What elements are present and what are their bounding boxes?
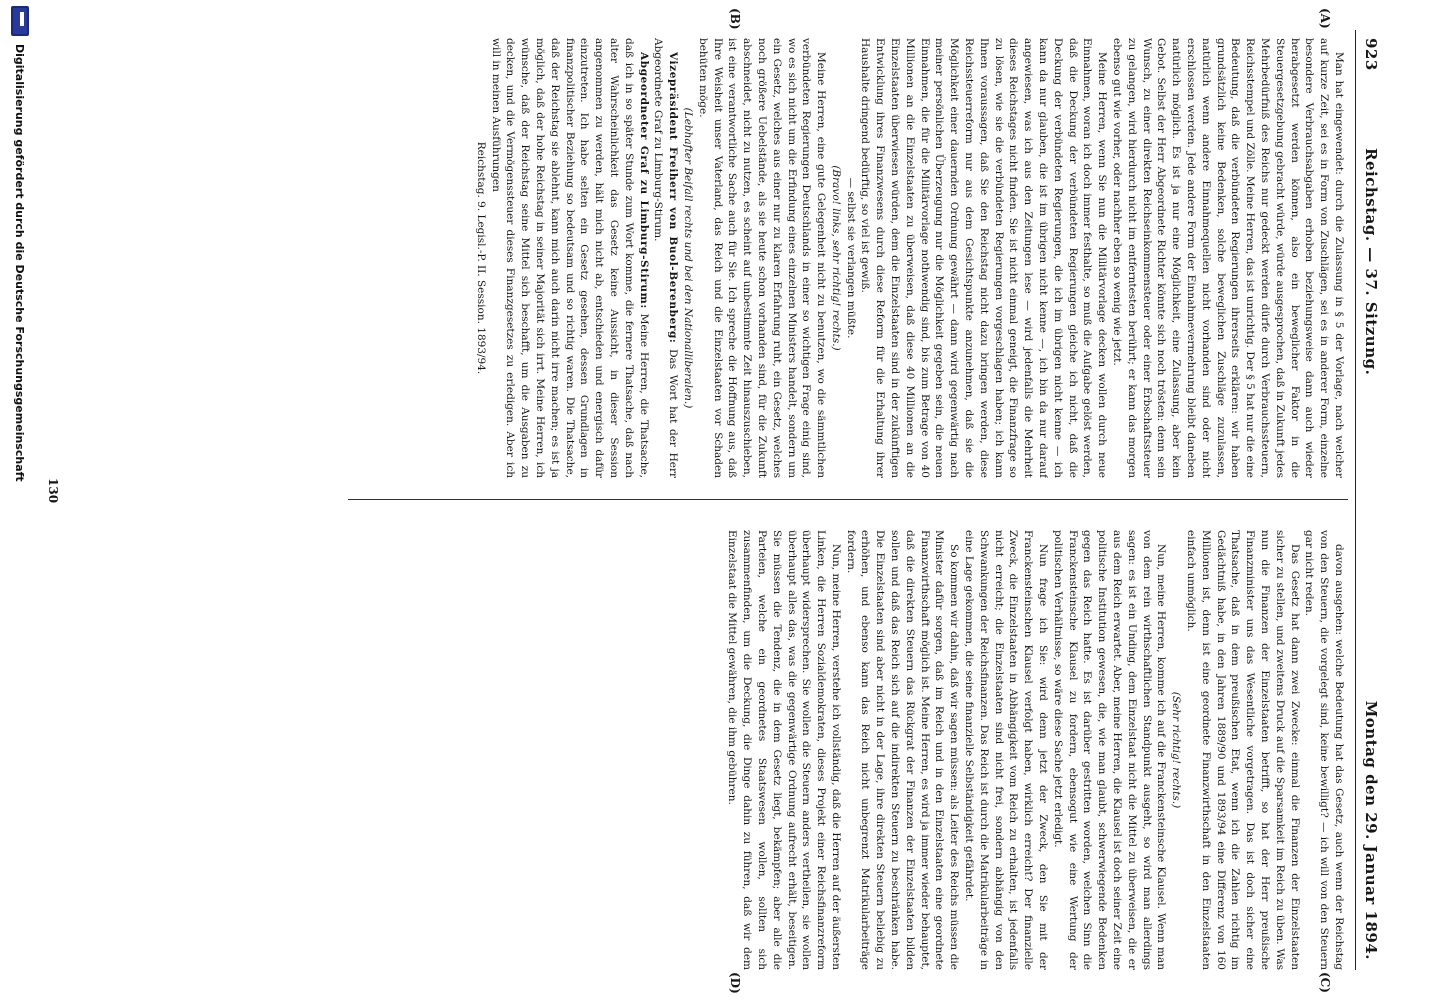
right-text-column	[76, 530, 1346, 970]
margin-letter-d: (D)	[728, 972, 742, 994]
speaker-name: Abgeordneter Graf zu Limburg-Stirum:	[637, 52, 650, 309]
paragraph: Das Gesetz hat dann zwei Zwecke: einmal die Finanzen der Einzelstaaten sicher zu stellen, und zweitens Druck auf die Sparsamkeit im Reich zu üben. Was nun die Finanzen der Einzelstaaten betrifft, so hat der Herr preußische Finanzminister uns das Wesentliche vorgetragen. Das ist doch sicher eine Thatsache, daß in dem preußischen Etat, wenn ich die Zahlen richtig im Gedächtniß habe, in den Jahren 1889/90 und 1893/94 eine Differenz von 160 Millionen ist, denn ist eine geordnete Finanzwirthschaft in den Einzelstaaten einfach unmöglich.	[1185, 530, 1301, 970]
paragraph: Nun frage ich Sie: wird denn jetzt der Zweck, den Sie mit der Franckensteinschen Klausel verfolgt haben, wirklich erreicht? Der finanzielle Zweck, die Einzelstaaten in Abhängigkeit vom Reich zu erhalten, ist jedenfalls nicht erreicht; die Einzelstaaten sind nicht frei, sondern abhängig von den Schwankungen der Reichsfinanzen. Das Reich ist durch die Matrikularbeiträge in eine Lage gekommen, die seine finanzielle Selbständigkeit gefährdet.	[963, 530, 1050, 970]
column-divider	[348, 499, 1348, 500]
page-number: 923	[1362, 38, 1380, 71]
paragraph: davon ausgehen: welche Bedeutung hat das Gesetz, auch wenn der Reichstag von den Steuern, die vorgelegt sind, keine bewilligt? — ich will von den Steuern gar nicht reden.	[1303, 530, 1345, 970]
speaker-statement	[488, 38, 651, 478]
applause-remark: (Lebhafter Beifall rechts und bei den Nationalliberalen.)	[681, 107, 694, 409]
statement-text: Meine Herren, die Thatsache, daß ich in so später Stunde zum Wort komme, die fernere Thatsache, daß nach alter Wahrscheinlichkeit das Gesetz keine Aussicht, in dieser Session angenommen zu werden, hält mich nicht ab, entschieden und energisch dafür einzutreten. Ich habe selten ein Gesetz gesehen, dessen Grundlagen in finanzpolitischer Beziehung so bedeutsam und so richtig waren. Die Thatsache, daß der Reichstag sie ablehnt, kann mich auch darin nicht irre machen; es ist ja möglich, daß der hohe Reichstag in seiner Majorität sich irrt. Meine Herren, ich wünsche, daß der Reichstag seine Mittel sich beschafft, um die Ausgaben zu decken, und die Vermögenssteuer dieses Finanzgesetzes zu erledigen. Aber ich will in meinen Ausführungen	[489, 38, 650, 478]
dfg-logo-icon	[11, 6, 29, 36]
paragraph: Meine Herren, wenn Sie nun die Militärvorlage decken wollen durch neue Einnahmen, woran ich doch immer festhalte, so muß die Aufgabe gelöst werden, daß die Deckung der verbündeten Regierungen gleiche ich nicht, daß die Deckung der verbündeten Regierungen, die ich im übrigen nicht kenne — ich kann da nur glauben, die ist im übrigen nicht kenne —, ich bin da nur darauf angewiesen, was ich aus den Zeitungen lese — wird jedenfalls die Mehrheit dieses Reichstages nicht finden. Sie ist nicht einmal geneigt, die Finanzfrage so zu lösen, wie sie die verbündeten Regierungen vorgeschlagen haben; ich kann Ihnen voraussagen, daß Sie den Reichstag nicht dazu bringen werden, diese Reichssteuerreform nur aus dem Gesichtspunkte anzunehmen, daß sie die Möglichkeit einer dauernden Ordnung gewährt — dann wird gegenwärtig nach meiner persönlichen Überzeugung nur die Möglichkeit gegeben sein, die neuen Einnahmen, die für die Militärvorlage nothwendig sind, bis zum Betrage von 40 Millionen an die Einzelstaaten zu überweisen, daß diese 40 Millionen an die Einzelstaaten überwiesen würden, dem die Einzelstaaten sind in der zukünftigen Entwicklung ihres Finanzwesens durch diese Reform für die Erhaltung ihrer Haushalte dringend bedürftig, so viel ist gewiß.	[859, 38, 1109, 478]
paragraph: Meine Herren, eine gute Gelegenheit nicht zu benutzen, wo die sämmtlichen verbündeten Regierungen Deutschlands in einer so wichtigen Frage einig sind, wo es sich nicht um die Erfindung eines einzelnen Ministers handelt, sondern um ein Gesetz, welches aus einer nur zu klaren Erfahrung ruht, ein Gesetz, welches noch größere Uebelstände, als sie heute schon vorhanden sind, für die Zukunft abschneidet, nicht zu nutzen, es scheint auf unbestimmte Zeit hinauszuschieben, ist eine verantwortliche Sache auch für Sie. Ich spreche die Hoffnung aus, daß Ihre Weisheit unser Vaterland, das Reich und die Einzelstaaten vor Schaden behüten möge.	[696, 38, 828, 478]
header-rule	[1355, 30, 1356, 970]
dash-line: — selbst sie verlangen müßte.	[844, 177, 857, 339]
bottom-page-number: 130	[46, 478, 60, 504]
session-footnote: Reichstag. 9. Legisl.-P. II. Session. 1893/94.	[474, 141, 487, 375]
credit-text: Digitalisierung gefördert durch die Deutsche Forschungsgemeinschaft	[13, 44, 27, 482]
digitization-credit	[6, 6, 34, 996]
speaker-name: Vizepräsident Freiherr von Buol-Berenberg:	[667, 52, 680, 344]
statement-text: Das Wort hat der Herr Abgeordnete Graf zu Limburg-Stirum.	[652, 38, 680, 478]
margin-letter-b: (B)	[728, 8, 742, 30]
interjection-remark: (Bravo! links, sehr richtig! rechts.)	[829, 165, 842, 351]
session-date: Montag den 29. Januar 1894.	[1362, 700, 1380, 960]
paragraph: Man hat eingewendet: durch die Zulassung in § 5 der Vorlage, nach welcher auf kurze Zeit, sei es in Form von Zuschlägen, sei es in anderer Form, einzelne besondere Verbrauchsabgaben erhoben beziehungsweise dann auch wieder herabgesetzt werden können, also ein beweglicher Faktor in die Steuergesetzgebung gebracht würde, würde ausgesprochen, daß in Zukunft jedes Mehrbedürfniß des Reichs nur gedeckt werden dürfe durch Verbrauchssteuern, Reichsstempel und Zölle. Meine Herren, das ist unrichtig. Der § 5 hat nur die eine Bedeutung, daß die verbündeten Regierungen ihrerseits erklären: wir haben grundsätzlich keine Bedenken, solche beweglichen Zuschläge zuzulassen, natürlich wenn andere Einnahmequellen nicht vorhanden sind oder nicht erschlossen werden. Jede andere Form der Einnahmevermehrung bleibt daneben natürlich möglich. Es ist ja nur eine Möglichkeit, eine Zulassung, aber kein Gebot. Selbst der Herr Abgeordnete Richter könnte sich noch trösten: denn sein Wunsch, zu einer direkten Reichseinkommensteuer oder einer Erbschaftssteuer zu gelangen, wird hierdurch nicht im entferntesten berührt; er kann das morgen ebenso gut wie vorher, oder nachher eben so wenig wie jetzt.	[1111, 38, 1345, 478]
left-text-column	[76, 38, 1346, 478]
paragraph: So kommen wir dahin, daß wir sagen müssen: als Leiter des Reichs müssen die Minister dafür sorgen, daß im Reich und in den Einzelstaaten eine geordnete Finanzwirthschaft möglich ist. Meine Herren, es wird ja immer wieder behauptet, daß die direkten Steuern das Rückgrat der Finanzen der Einzelstaaten bilden sollen und daß das Reich sich auf die indirekten Steuern zu beschränken habe. Die Einzelstaaten sind aber nicht in der Lage, ihre direkten Steuern beliebig zu erhöhen, und ebenso kann das Reich nicht unbegrenzt Matrikularbeiträge fordern.	[844, 530, 961, 970]
margin-letter-a: (A)	[1318, 8, 1332, 29]
paragraph: Nun, meine Herren, verstehe ich vollständig, daß die Herren auf der äußersten Linken, die Herren Sozialdemokraten, dieses Projekt einer Reichsfinanzreform überhaupt widersprechen. Sie wollen die Steuern anders vertheilen, sie wollen überhaupt alles das, was die gegenwärtige Ordnung aufrecht erhält, beseitigen. Sie müssen die Tendenz, die in dem Gesetz liegt, bekämpfen; aber alle die Parteien, welche ein geordnetes Staatswesen wollen, sollten sich zusammenfinden, um die Deckung, die Dinge dahin zu führen, daß wir dem Einzelstaat die Mittel gewähren, die ihm gebühren.	[726, 530, 842, 970]
interjection-remark: (Sehr richtig! rechts.)	[1170, 691, 1183, 809]
vice-president-statement	[651, 38, 681, 478]
page-header	[1358, 38, 1380, 960]
margin-letter-c: (C)	[1318, 972, 1332, 993]
running-title: Reichstag. — 37. Sitzung.	[1362, 148, 1380, 376]
paragraph: Nun, meine Herren, komme ich auf die Franckensteinsche Klausel. Wenn man von dem rein wirthschaftlichen Standpunkt ausgeht, so wird man allerdings sagen: es ist ein Unding, dem Einzelstaat nicht die Mittel zu überweisen, die er aus dem Reich erwartet. Aber, meine Herren, die Klausel ist doch seiner Zeit eine politische Institution gewesen, die, wie man glaubt, schwerwiegende Bedenken gegen das Reich hatte. Es ist darüber gestritten worden, welchen Sinn die Franckensteinsche Klausel zu fordern, ebensogut wie eine Wertung der politischen Verhältnisse, so wäre diese Sache jetzt erledigt.	[1051, 530, 1168, 970]
